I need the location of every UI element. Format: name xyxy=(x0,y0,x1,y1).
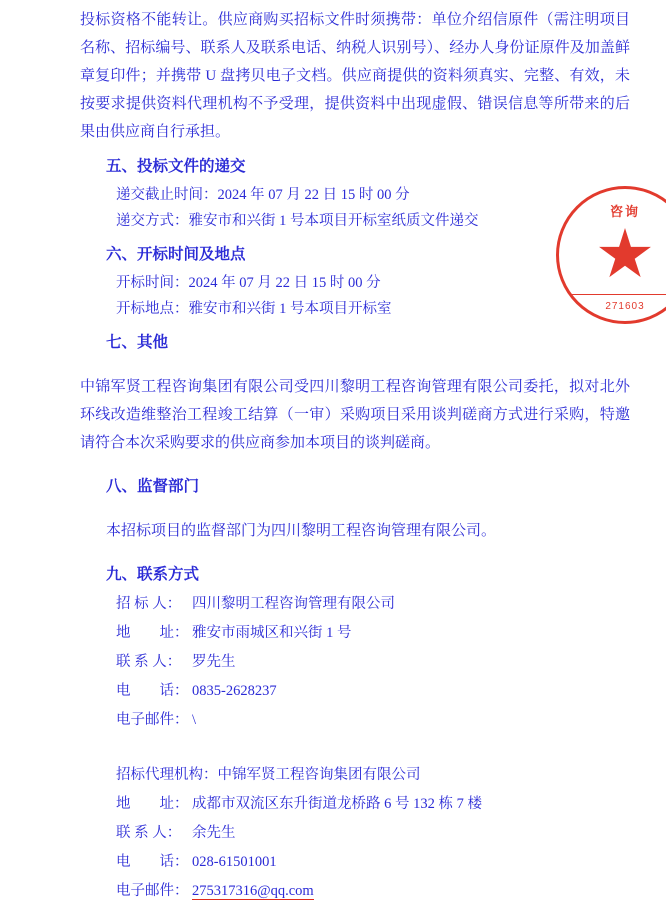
contact-row xyxy=(80,877,630,906)
agency-phone-value: 028-61501001 xyxy=(192,854,277,870)
contact-row xyxy=(80,706,630,735)
agency-address-label: 地 址： xyxy=(116,796,189,812)
intro-paragraph: 投标资格不能转让。供应商购买招标文件时须携带：单位介绍信原件（需注明项目名称、招标编号、联系人及联系电话、纳税人识别号）、经办人身份证原件及加盖鲜章复印件；并携带 U 盘拷贝电子文档。供应商提供的资料须真实、完整、有效，未按要求提供资料代理机构不予受理，提供资料中出现虚假、错误信息等所带来的后果由供应商自行承担。 xyxy=(80,12,630,140)
seal-star-icon xyxy=(598,228,652,282)
tenderer-label: 招 标 人： xyxy=(116,596,182,612)
contact-row xyxy=(80,619,630,648)
section-8-body: 本招标项目的监督部门为四川黎明工程咨询管理有限公司。 xyxy=(106,523,497,539)
agency-label: 招标代理机构： xyxy=(116,767,218,783)
tenderer-contact-value: 罗先生 xyxy=(192,654,236,670)
contact-row xyxy=(80,848,630,877)
agency-contact-value: 余先生 xyxy=(192,825,236,841)
agency-email-value[interactable]: 275317316@qq.com xyxy=(192,883,314,899)
submission-deadline-line: 递交截止时间：2024 年 07 月 22 日 15 时 00 分 xyxy=(116,187,410,203)
red-seal-stamp xyxy=(556,186,666,324)
tenderer-value: 四川黎明工程咨询管理有限公司 xyxy=(192,596,395,612)
tenderer-email-value: \ xyxy=(192,712,197,728)
tenderer-phone-value: 0835-2628237 xyxy=(192,683,277,699)
tenderer-address-label: 地 址： xyxy=(116,625,189,641)
tenderer-address-value: 雅安市雨城区和兴街 1 号 xyxy=(192,625,352,641)
seal-bottom-text: 271603 xyxy=(605,301,645,312)
tenderer-phone-label: 电 话： xyxy=(116,683,189,699)
section-heading-7: 七、其他 xyxy=(106,334,169,351)
bid-opening-time-line: 开标时间：2024 年 07 月 22 日 15 时 00 分 xyxy=(116,275,381,291)
agency-address-value: 成都市双流区东升街道龙桥路 6 号 132 栋 7 楼 xyxy=(192,796,482,812)
section-heading-8: 八、监督部门 xyxy=(106,478,200,495)
contact-row xyxy=(80,790,630,819)
seal-divider xyxy=(567,294,666,295)
section-heading-5: 五、投标文件的递交 xyxy=(106,158,246,175)
agency-value: 中锦军贤工程咨询集团有限公司 xyxy=(217,767,421,783)
submission-method-line: 递交方式：雅安市和兴街 1 号本项目开标室纸质文件递交 xyxy=(116,213,479,229)
tenderer-contact-label: 联 系 人： xyxy=(116,654,182,670)
tenderer-email-label: 电子邮件： xyxy=(116,712,189,728)
contact-row xyxy=(80,761,630,790)
contact-row xyxy=(80,590,630,619)
agency-contact-label: 联 系 人： xyxy=(116,825,182,841)
seal-top-text: 咨询 xyxy=(609,204,640,219)
contacts-spacer xyxy=(80,735,630,761)
contact-row xyxy=(80,819,630,848)
section-7-body: 中锦军贤工程咨询集团有限公司受四川黎明工程咨询管理有限公司委托，拟对北外环线改造维整治工程竣工结算（一审）采购项目采用谈判磋商方式进行采购，特邀请符合本次采购要求的供应商参加本项目的谈判磋商。 xyxy=(80,379,630,451)
contact-row xyxy=(80,677,630,706)
agency-email-label: 电子邮件： xyxy=(116,883,189,899)
contact-row xyxy=(80,648,630,677)
section-heading-9: 九、联系方式 xyxy=(106,566,200,583)
section-heading-6: 六、开标时间及地点 xyxy=(106,246,246,263)
bid-opening-place-line: 开标地点：雅安市和兴街 1 号本项目开标室 xyxy=(116,301,392,317)
agency-phone-label: 电 话： xyxy=(116,854,189,870)
